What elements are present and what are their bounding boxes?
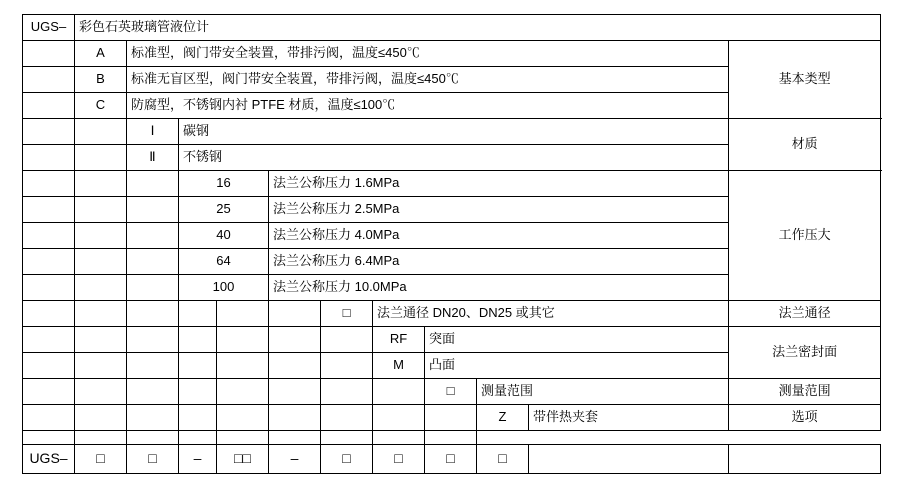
- summary-cell-bore: □: [321, 445, 373, 474]
- pressure-desc-25: 法兰公称压力 2.5MPa: [269, 197, 729, 223]
- spacer-cell: [179, 353, 217, 379]
- spacer-cell: [217, 353, 269, 379]
- spacer-cell: [23, 327, 75, 353]
- spacer-cell: [75, 327, 127, 353]
- spacer-cell: [217, 379, 269, 405]
- spacer-cell: [75, 301, 127, 327]
- category-material: 材质: [729, 119, 881, 171]
- spacer-cell: [179, 301, 217, 327]
- spacer-cell: [23, 41, 75, 67]
- table-row: [23, 301, 881, 327]
- spacer-cell: [269, 301, 321, 327]
- type-code-b: B: [75, 67, 127, 93]
- model-designation-table: [22, 14, 881, 474]
- spacer-cell: [179, 327, 217, 353]
- spacer-cell: [217, 405, 269, 431]
- table-row: [23, 405, 881, 431]
- spacer-cell: [373, 379, 425, 405]
- face-code-m: M: [373, 353, 425, 379]
- category-working-pressure: 工作压大: [729, 171, 881, 301]
- material-code-1: Ⅰ: [127, 119, 179, 145]
- spacer-cell: [127, 379, 179, 405]
- spacer-cell: [23, 197, 75, 223]
- table-row-gap: [23, 431, 881, 445]
- summary-cell-type: □: [75, 445, 127, 474]
- bore-desc: 法兰通径 DN20、DN25 或其它: [373, 301, 729, 327]
- spacer-cell: [127, 431, 179, 445]
- spacer-cell: [23, 301, 75, 327]
- spacer-cell: [373, 405, 425, 431]
- spacer-cell: [23, 171, 75, 197]
- spacer-cell: [321, 431, 373, 445]
- spacer-cell: [269, 379, 321, 405]
- spacer-cell: [269, 405, 321, 431]
- spacer-cell: [23, 145, 75, 171]
- summary-cell-dash1: –: [179, 445, 217, 474]
- spacer-cell: [127, 353, 179, 379]
- summary-spacer: [729, 445, 881, 474]
- bore-code: □: [321, 301, 373, 327]
- option-code-z: Z: [477, 405, 529, 431]
- summary-spacer: [529, 445, 729, 474]
- range-desc: 测量范围: [477, 379, 729, 405]
- pressure-code-64: 64: [179, 249, 269, 275]
- spacer-cell: [127, 197, 179, 223]
- option-desc-z: 带伴热夹套: [529, 405, 729, 431]
- range-code: □: [425, 379, 477, 405]
- spacer-cell: [75, 379, 127, 405]
- table-row: [23, 119, 881, 145]
- category-basic-type: 基本类型: [729, 41, 881, 119]
- category-measuring-range: 测量范围: [729, 379, 881, 405]
- spacer-cell: [23, 67, 75, 93]
- pressure-code-25: 25: [179, 197, 269, 223]
- type-desc-b: 标准无盲区型，阀门带安全装置，带排污阀，温度≤450℃: [127, 67, 729, 93]
- spacer-cell: [75, 197, 127, 223]
- spacer-cell: [75, 171, 127, 197]
- pressure-code-16: 16: [179, 171, 269, 197]
- spacer-cell: [217, 431, 269, 445]
- spacer-cell: [321, 379, 373, 405]
- summary-cell-face: □: [373, 445, 425, 474]
- spacer-cell: [127, 249, 179, 275]
- pressure-desc-64: 法兰公称压力 6.4MPa: [269, 249, 729, 275]
- spacer-cell: [179, 379, 217, 405]
- spacer-cell: [75, 249, 127, 275]
- pressure-desc-16: 法兰公称压力 1.6MPa: [269, 171, 729, 197]
- spacer-cell: [321, 353, 373, 379]
- spacer-cell: [127, 405, 179, 431]
- spacer-cell: [529, 431, 729, 445]
- pressure-code-40: 40: [179, 223, 269, 249]
- spacer-cell: [23, 405, 75, 431]
- category-flange-face: 法兰密封面: [729, 327, 881, 379]
- pressure-code-100: 100: [179, 275, 269, 301]
- summary-cell-pressure: □□: [217, 445, 269, 474]
- spacer-cell: [75, 145, 127, 171]
- table-row-summary: [23, 445, 881, 474]
- face-code-rf: RF: [373, 327, 425, 353]
- spacer-cell: [269, 353, 321, 379]
- table-row-title: [23, 15, 881, 41]
- spacer-cell: [179, 405, 217, 431]
- face-desc-rf: 突面: [425, 327, 729, 353]
- spacer-cell: [75, 431, 127, 445]
- pressure-desc-100: 法兰公称压力 10.0MPa: [269, 275, 729, 301]
- spacer-cell: [23, 119, 75, 145]
- spacer-cell: [179, 431, 217, 445]
- spacer-cell: [321, 327, 373, 353]
- material-desc-2: 不锈钢: [179, 145, 729, 171]
- spacer-cell: [217, 301, 269, 327]
- spacer-cell: [127, 275, 179, 301]
- table-row: [23, 327, 881, 353]
- spacer-cell: [127, 301, 179, 327]
- spacer-cell: [217, 327, 269, 353]
- spacer-cell: [127, 223, 179, 249]
- spacer-cell: [23, 275, 75, 301]
- summary-cell-dash2: –: [269, 445, 321, 474]
- spacer-cell: [75, 275, 127, 301]
- summary-cell-range: □: [425, 445, 477, 474]
- spacer-cell: [269, 431, 321, 445]
- type-code-c: C: [75, 93, 127, 119]
- spacer-cell: [425, 405, 477, 431]
- spacer-cell: [373, 431, 425, 445]
- type-desc-a: 标准型，阀门带安全装置，带排污阀，温度≤450℃: [127, 41, 729, 67]
- type-desc-c: 防腐型，不锈钢内衬 PTFE 材质，温度≤100℃: [127, 93, 729, 119]
- spacer-cell: [75, 353, 127, 379]
- spacer-cell: [75, 405, 127, 431]
- spacer-cell: [75, 119, 127, 145]
- spacer-cell: [127, 327, 179, 353]
- table-row: [23, 41, 881, 67]
- series-name-cell: 彩色石英玻璃管液位计: [75, 15, 881, 41]
- series-code-cell: UGS–: [23, 15, 75, 41]
- spacer-cell: [23, 223, 75, 249]
- spacer-cell: [75, 223, 127, 249]
- spacer-cell: [23, 93, 75, 119]
- spacer-cell: [477, 431, 529, 445]
- spacer-cell: [23, 431, 75, 445]
- spacer-cell: [269, 327, 321, 353]
- spacer-cell: [23, 379, 75, 405]
- spacer-cell: [729, 431, 881, 445]
- table-row: [23, 379, 881, 405]
- face-desc-m: 凸面: [425, 353, 729, 379]
- summary-cell-option: □: [477, 445, 529, 474]
- summary-series-code: UGS–: [23, 445, 75, 474]
- spacer-cell: [127, 171, 179, 197]
- spacer-cell: [321, 405, 373, 431]
- spacer-cell: [23, 249, 75, 275]
- material-desc-1: 碳钢: [179, 119, 729, 145]
- spacer-cell: [23, 353, 75, 379]
- category-flange-bore: 法兰通径: [729, 301, 881, 327]
- table-row: [23, 171, 881, 197]
- category-option: 选项: [729, 405, 881, 431]
- type-code-a: A: [75, 41, 127, 67]
- pressure-desc-40: 法兰公称压力 4.0MPa: [269, 223, 729, 249]
- material-code-2: Ⅱ: [127, 145, 179, 171]
- spacer-cell: [425, 431, 477, 445]
- summary-cell-material: □: [127, 445, 179, 474]
